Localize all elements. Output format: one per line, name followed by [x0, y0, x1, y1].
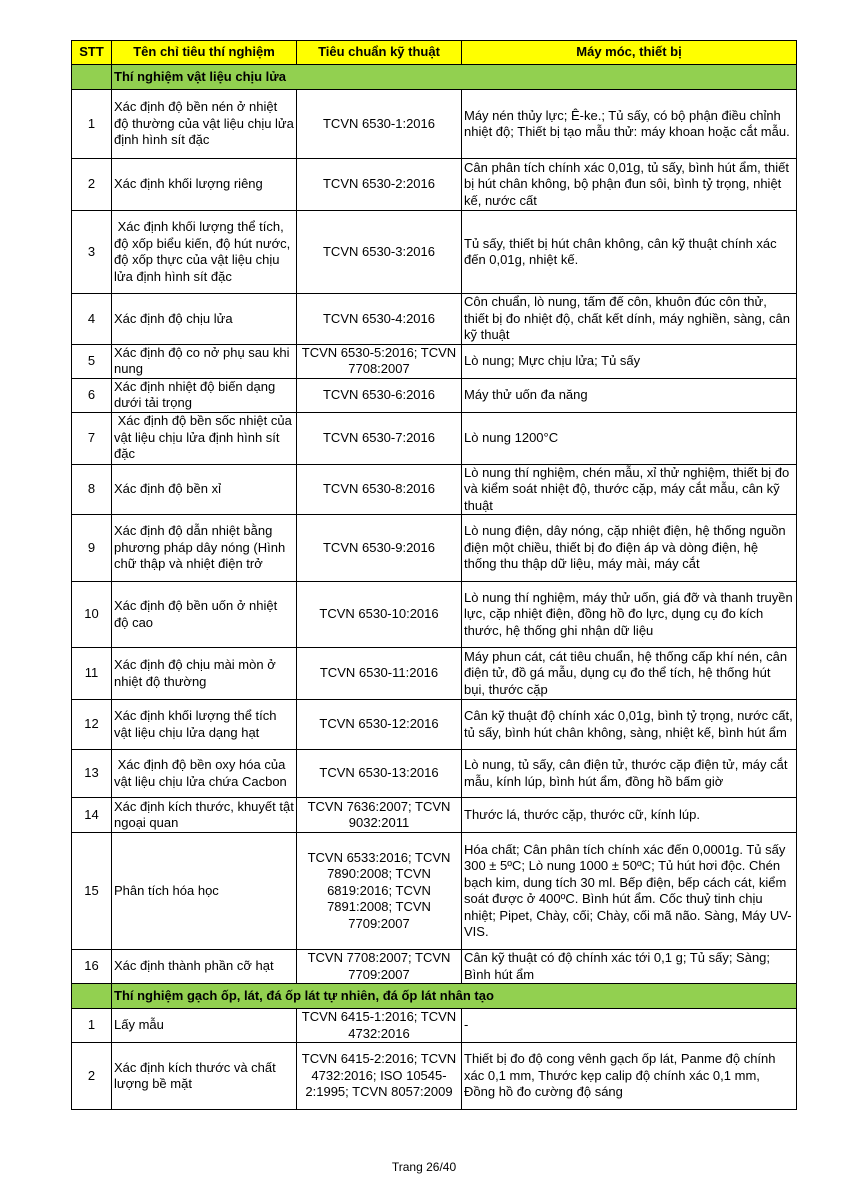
test-table	[71, 40, 797, 1110]
cell-name: Lấy mẫu	[112, 1009, 297, 1043]
cell-stt: 15	[72, 833, 112, 950]
cell-name: Phân tích hóa học	[112, 833, 297, 950]
cell-standard: TCVN 6530-4:2016	[297, 294, 462, 345]
table-row	[72, 1009, 797, 1043]
header-name: Tên chỉ tiêu thí nghiệm	[112, 41, 297, 65]
table-row	[72, 950, 797, 984]
table-row	[72, 90, 797, 159]
cell-stt: 14	[72, 798, 112, 833]
section-row	[72, 65, 797, 90]
cell-stt: 6	[72, 378, 112, 412]
cell-name: Xác định độ co nở phụ sau khi nung	[112, 344, 297, 378]
cell-name: Xác định độ bền uốn ở nhiệt độ cao	[112, 582, 297, 648]
cell-stt: 2	[72, 159, 112, 211]
cell-standard: TCVN 6530-12:2016	[297, 700, 462, 750]
cell-stt: 11	[72, 648, 112, 700]
cell-standard: TCVN 6530-7:2016	[297, 412, 462, 464]
cell-standard: TCVN 6530-13:2016	[297, 750, 462, 798]
cell-name: Xác định độ bền sốc nhiệt của vật liệu chịu lửa định hình sít đặc	[112, 412, 297, 464]
cell-equipment: Hóa chất; Cân phân tích chính xác đến 0,0001g. Tủ sấy 300 ± 5ºC; Lò nung 1000 ± 50ºC; Tủ hút hơi độc. Chén bạch kim, dung tích 30 ml. Bếp điện, bếp cách cát, kiểm soát được ở 400ºC. Bình hút ẩm. Cốc thuỷ tinh chịu nhiệt; Pipet, Chày, cối; Chày, cối mã não. Sàng, Máy UV-VIS.	[462, 833, 797, 950]
cell-name: Xác định kích thước, khuyết tật ngoại quan	[112, 798, 297, 833]
cell-equipment: Thước lá, thước cặp, thước cữ, kính lúp.	[462, 798, 797, 833]
table-row	[72, 833, 797, 950]
cell-name: Xác định nhiệt độ biến dạng dưới tải trọng	[112, 378, 297, 412]
cell-name: Xác định khối lượng riêng	[112, 159, 297, 211]
table-row	[72, 582, 797, 648]
cell-name: Xác định kích thước và chất lượng bề mặt	[112, 1043, 297, 1110]
cell-equipment: Máy phun cát, cát tiêu chuẩn, hệ thống cấp khí nén, cân điện tử, đồ gá mẫu, dụng cụ đo thể tích, hệ thống hút bụi, thước cặp	[462, 648, 797, 700]
cell-stt: 9	[72, 515, 112, 582]
table-row	[72, 211, 797, 294]
cell-equipment: Máy nén thủy lực; Ê-ke.; Tủ sấy, có bộ phận điều chỉnh nhiệt độ; Thiết bị tạo mẫu thử: máy khoan hoặc cắt mẫu.	[462, 90, 797, 159]
cell-equipment: Lò nung; Mực chịu lửa; Tủ sấy	[462, 344, 797, 378]
cell-equipment: Lò nung điện, dây nóng, cặp nhiệt điện, hệ thống nguồn điện một chiều, thiết bị đo điện áp và dòng điện, hệ thống thu thập dữ liệu, máy mài, máy cắt	[462, 515, 797, 582]
cell-standard: TCVN 6533:2016; TCVN 7890:2008; TCVN 6819:2016; TCVN 7891:2008; TCVN 7709:2007	[297, 833, 462, 950]
section-row	[72, 984, 797, 1009]
cell-equipment: Lò nung 1200°C	[462, 412, 797, 464]
table-row	[72, 1043, 797, 1110]
cell-name: Xác định khối lượng thể tích vật liệu chịu lửa dạng hạt	[112, 700, 297, 750]
table-row	[72, 159, 797, 211]
header-equipment: Máy móc, thiết bị	[462, 41, 797, 65]
cell-name: Xác định thành phần cỡ hạt	[112, 950, 297, 984]
cell-equipment: Cân kỹ thuật có độ chính xác tới 0,1 g; Tủ sấy; Sàng; Bình hút ẩm	[462, 950, 797, 984]
cell-standard: TCVN 6530-6:2016	[297, 378, 462, 412]
cell-name: Xác định độ dẫn nhiệt bằng phương pháp dây nóng (Hình chữ thập và nhiệt điện trở	[112, 515, 297, 582]
cell-standard: TCVN 6415-2:2016; TCVN 4732:2016; ISO 10545-2:1995; TCVN 8057:2009	[297, 1043, 462, 1110]
cell-standard: TCVN 6530-1:2016	[297, 90, 462, 159]
table-row	[72, 700, 797, 750]
table-row	[72, 344, 797, 378]
table-row	[72, 648, 797, 700]
cell-stt: 16	[72, 950, 112, 984]
cell-stt: 10	[72, 582, 112, 648]
cell-stt: 13	[72, 750, 112, 798]
cell-name: Xác định độ bền nén ở nhiệt độ thường của vật liệu chịu lửa định hình sít đặc	[112, 90, 297, 159]
cell-standard: TCVN 6530-3:2016	[297, 211, 462, 294]
table-row	[72, 798, 797, 833]
table-row	[72, 750, 797, 798]
cell-equipment: Lò nung, tủ sấy, cân điện tử, thước cặp điện tử, máy cắt mẫu, kính lúp, bình hút ẩm, đồng hồ bấm giờ	[462, 750, 797, 798]
cell-stt: 12	[72, 700, 112, 750]
cell-stt: 7	[72, 412, 112, 464]
cell-standard: TCVN 7708:2007; TCVN 7709:2007	[297, 950, 462, 984]
section-title: Thí nghiệm gạch ốp, lát, đá ốp lát tự nhiên, đá ốp lát nhân tạo	[112, 984, 797, 1009]
cell-name: Xác định độ bền xỉ	[112, 464, 297, 515]
cell-equipment: Côn chuẩn, lò nung, tấm đế côn, khuôn đúc côn thử, thiết bị đo nhiệt độ, chất kết dính, máy nghiền, sàng, cân kỹ thuật	[462, 294, 797, 345]
cell-standard: TCVN 6530-2:2016	[297, 159, 462, 211]
cell-stt: 2	[72, 1043, 112, 1110]
cell-standard: TCVN 6530-9:2016	[297, 515, 462, 582]
cell-name: Xác định độ chịu lửa	[112, 294, 297, 345]
cell-equipment: -	[462, 1009, 797, 1043]
cell-name: Xác định độ bền oxy hóa của vật liệu chịu lửa chứa Cacbon	[112, 750, 297, 798]
cell-equipment: Lò nung thí nghiệm, máy thử uốn, giá đỡ và thanh truyền lực, cặp nhiệt điện, đồng hồ đo lực, dụng cụ đo kích thước, hệ thống ghi nhận dữ liệu	[462, 582, 797, 648]
table-header	[72, 41, 797, 65]
cell-equipment: Cân phân tích chính xác 0,01g, tủ sấy, bình hút ẩm, thiết bị hút chân không, bộ phận đun sôi, bình tỷ trọng, nhiệt kế, nước cất	[462, 159, 797, 211]
cell-equipment: Máy thử uốn đa năng	[462, 378, 797, 412]
cell-stt: 1	[72, 90, 112, 159]
cell-name: Xác định độ chịu mài mòn ở nhiệt độ thường	[112, 648, 297, 700]
section-stt	[72, 65, 112, 90]
section-title: Thí nghiệm vật liệu chịu lửa	[112, 65, 797, 90]
cell-standard: TCVN 7636:2007; TCVN 9032:2011	[297, 798, 462, 833]
cell-equipment: Thiết bị đo độ cong vênh gạch ốp lát, Panme độ chính xác 0,1 mm, Thước kẹp calip độ chính xác 0,1 mm, Đồng hồ đo cường độ sáng	[462, 1043, 797, 1110]
cell-standard: TCVN 6530-5:2016; TCVN 7708:2007	[297, 344, 462, 378]
cell-standard: TCVN 6530-11:2016	[297, 648, 462, 700]
cell-name: Xác định khối lượng thể tích, độ xốp biểu kiến, độ hút nước, độ xốp thực của vật liệu chịu lửa định hình sít đặc	[112, 211, 297, 294]
cell-stt: 8	[72, 464, 112, 515]
cell-stt: 3	[72, 211, 112, 294]
cell-equipment: Lò nung thí nghiệm, chén mẫu, xỉ thử nghiệm, thiết bị đo và kiểm soát nhiệt độ, thước cặp, máy cắt mẫu, cân kỹ thuật	[462, 464, 797, 515]
header-standard: Tiêu chuẩn kỹ thuật	[297, 41, 462, 65]
cell-standard: TCVN 6415-1:2016; TCVN 4732:2016	[297, 1009, 462, 1043]
table-row	[72, 412, 797, 464]
table-row	[72, 464, 797, 515]
cell-stt: 1	[72, 1009, 112, 1043]
table-row	[72, 294, 797, 345]
cell-stt: 5	[72, 344, 112, 378]
page-number: Trang 26/40	[391, 1160, 457, 1174]
cell-stt: 4	[72, 294, 112, 345]
section-stt	[72, 984, 112, 1009]
cell-standard: TCVN 6530-8:2016	[297, 464, 462, 515]
cell-equipment: Tủ sấy, thiết bị hút chân không, cân kỹ thuật chính xác đến 0,01g, nhiệt kế.	[462, 211, 797, 294]
cell-standard: TCVN 6530-10:2016	[297, 582, 462, 648]
table-row	[72, 378, 797, 412]
header-stt: STT	[72, 41, 112, 65]
table-row	[72, 515, 797, 582]
cell-equipment: Cân kỹ thuật độ chính xác 0,01g, bình tỷ trọng, nước cất, tủ sấy, bình hút chân không, sàng, nhiệt kế, bình hút ẩm	[462, 700, 797, 750]
